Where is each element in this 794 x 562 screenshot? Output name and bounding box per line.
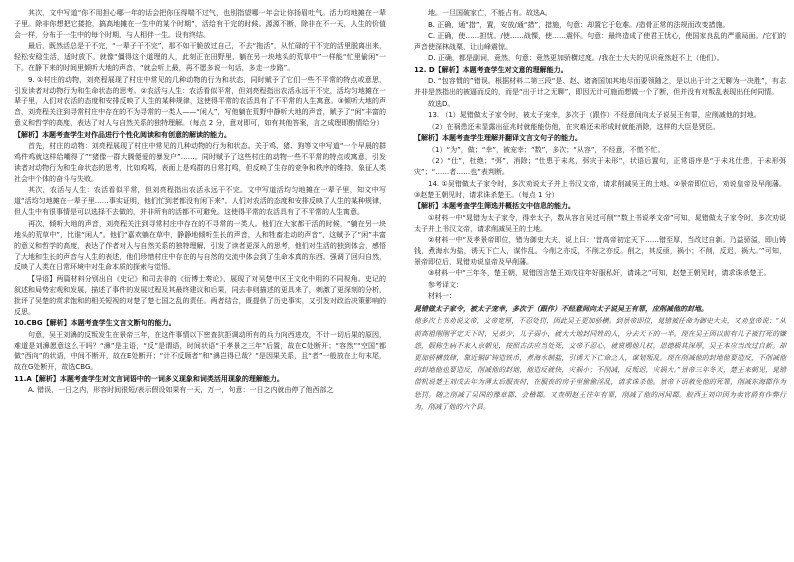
left-paragraph: 【解析】本题考查学生对作品进行个性化阅读和有创意的解读的能力。 <box>14 130 231 139</box>
right-paragraph: 参考译文： <box>428 280 463 289</box>
left-paragraph: 【导语】两篇材料分别出自《史记》和司去非的《衍博士奏论》，展现了对吴楚中区王文化中用的不同视角。史记的叙述和局势宏观和发展，描述了事件的发展过程及其最终建议和后果，同去非则描述的更具来了，刺激了更深刻的分析，批评了吴楚的赏求饱和的相关短视的对楚了楚七国之乱的责任。两者结合，既提供了历史事实，又引发对政治决策影响的反思。 <box>14 274 386 316</box>
right-paragraph: 13. （1）晁错做太子家令时，被太子宠幸，多次于（跟作）不经意间向太子说吴王有罪，应削减他的封地。 <box>428 111 761 120</box>
right-paragraph: D. 正确，都是副词，竟然，句意：竟然更加骄横过度。/我在士大夫的见识竟然赶不上（他们）。 <box>428 54 724 63</box>
left-paragraph: 9. ①村庄的动物，刘亮程展现了村庄中常见的几种动物的行为和状态，同时赋予了它们一些不平常的特点或意思，引发读者对动物行为和生命状态的思考。②农活与人生：农活看似平常，但刘亮程指出农活永远干不完，活均匀地摊在一辈子里，人们对农活的态度和安排反映了人生的某种规律，这使得平常的农活具有了不平常的人生寓意。③倾听大地的声音，刘亮程关注到寻常村庄中存在的不为寻常的一类人——“闲人”，写他躺在荒野中静听大地的声音，赋予了“闲”丰富的意义和哲学的高度，表达了对人与自然关系的独特理解。（每点 2 分，意对即可，如有其他答案，言之成理即酌情给分） <box>14 75 386 128</box>
right-paragraph: 14. ①吴错做太子家令时，多次劝说太子并上书汉文帝，请求削减吴王的土地。②景帝即位后，劝说皇帝及早削藩。③赵楚王朝见时，请求诛杀楚王。（每点 1 分） <box>414 179 786 199</box>
left-paragraph: 其次，文中写道“你不用担心哪一年的话会把你压得喘不过气，也别指望哪一年会让你扬眉吐气。活力均地摊在一辈子里。除非你想把它搂抢，搞高地摊在一生中的某个时期”，活给有干完的时候。源源不断，除非在不一天，人生的价值会一样，分布于一生中的每个时期，与人相伴一生。设有终结。 <box>14 9 386 39</box>
right-paragraph: ③材料一中“三年冬，楚王朝，晁错因言楚王刘戊往年好服私奸，请诛之”可知，赵楚王朝见时，请求诛杀楚王。 <box>428 269 771 278</box>
left-paragraph: 10.CBG【解析】本题考查学生文言文断句的能力。 <box>14 319 176 328</box>
right-paragraph: C. 正确，使……担忧。/使……战慄，使……震怀。句意：最终造成了使君王忧心，使国家良乱的严重局面。/它们的声音使深林战栗，让山峰震惊。 <box>414 32 786 51</box>
right-paragraph: （1）“为”，做；“幸”，被宠幸；“数”，多次；“从容”，不经意，不慌不忙。 <box>428 145 665 154</box>
right-paragraph: B. 正确，通“措”，置，安放/通“措”，措施，句意：却置它于危难。/造骨正常的法规而改变措施。 <box>428 20 730 29</box>
right-paragraph: ①材料一中“晁错为太子家令，得幸太子，数从容言吴过可削”“数上书说孝文帝”可知，晁错做太子家令时，多次劝说太子并上书汉文帝，请求削减吴王的土地。 <box>414 213 786 233</box>
right-paragraph: 材料一： <box>428 292 456 301</box>
right-column <box>414 8 786 414</box>
right-paragraph: （2）“仕”，杜绝；“弭”，消除；“仕患于未兆，弭灾于未形”，状语后置句，正常语序是“于未兆仕患，于未形弭灾”；“……者……也”表判断。 <box>414 157 786 177</box>
left-paragraph: 首先，村庄的动物：刘亮程展现了村庄中常见的几种动物的行为和状态。关于鸡、猪、狗等文中写道“一个早晨的群鸡件鸡就这样给嘲得了”“猪像一群大腾便爱的暴发户”……。同时赋予了这些村庄的动物一些不平常的特点或寓意，引发读者对动物行为和生命状态的思考，比如鸡鸣，表面上是鸡群的日常打鸣，但反映了生存的竞争和秩序的维持，象征人类社会中个体的奋斗与失败。 <box>14 142 386 183</box>
left-paragraph: 其次，农活与人生：农活看似平常，但刘亮程指出农活永远干不完。文中写道活均匀地摊在一辈子里，知文中写道“活均匀地摊在一辈子里……事实证明，他们忙到老都没有闲下来”。人们对农活的态度和安排反映了人生的某种规律，但人生中有很事情是可以选择不去做的，并非所有的活都不可避免。这使得平常的农活具有了不平常的人生寓意。 <box>14 186 386 217</box>
right-paragraph: 【解析】本题考查学生筛选并概括文中信息的能力。 <box>414 202 575 211</box>
left-paragraph: 最后，既然活总是干不完，“一辈子干不完”，那不如干脆放过自己，不去“拖活”，从忙碌的干不完的活里脱离出来，轻松安稳生活，适时放下。就像“僵得这个道理的人，此刻正在田野里，躺在另一块地头的荒草中”一样能“忙里偷闲”一下。在静下来的时间里倾听大地的声音，“就会听上最，再不愿多说一句话，多走一步路”。 <box>14 42 386 73</box>
left-paragraph: 11.A【解析】本题考查学生对文言词语中的一词多义现象和词类活用现象的理解能力。 <box>14 374 284 383</box>
right-paragraph: （2）在祸患还未显露出征兆时就能能仿他，在灾难还未形成时就能消除，这样的大臣是贤臣。 <box>428 122 720 131</box>
right-paragraph: 【解析】本题考查学生理解并翻译文言文句子的能力。 <box>414 134 582 143</box>
right-paragraph: 他多次上书劝说文帝，文帝宽厚，不忍处罚，因此吴王更加骄横。到景帝即位，晁错被任命为御史大夫，又劝皇帝说：“从前高祖刚刚平定天下时，兄弟少，儿子弱小，就大大地封同姓的人，分去天下的一半。现在吴王因以前有儿子被打死的嫌怨，假称生病不来入京朝见，按照古法应当处死，文帝不忍心，就赏赐他几杖，恩德极其深厚，吴王本应当改过自新。却更加骄横放肆，靠近铜矿铸造铁币，煮海水制盐，引诱天下亡命之人，谋划叛乱。现在削减他的封地他要造反，不削减他的封地他也要造反，削减他的封地，他造反就快，灾祸小；不削减，反叛迟，灾祸大。”景帝三年冬天，楚王来朝见，晁错借机说楚王刘戊去年为薄太后服丧时，在服丧的房子里偷偷淫乱，请求诛杀他。景帝下诏赦免他的死罪，削减东海郡作为惩罚。随之削减了吴国的豫章郡、会稽郡。又查明赵王往年有罪，削减了他的河间郡。胶西王刘卬因为卖官爵有作弊行为，削减了他的六个县。 <box>414 317 786 411</box>
left-column <box>14 8 386 397</box>
left-paragraph: 再次，倾听大地的声音，刘亮程关注到寻常村庄中存在的不寻常的一类人。他们在大家都干活的时候，“躺在另一块地头的荒草中”，比谁“闲人”。他们“嘉欢躺在草中，静静地倾听生长的声音，人和牲畜走动的声音”，这赋予了“闲”丰富的意义和哲学的高度，表达了作者对人与自然关系的独特理解，引发了读者更深入的思考，他们对生活的独到体会，感悟了大地和生长的声音与人生的表述，他们珍惜村庄中存在的与自然的交流中体会到了生命本真的东西。强调了回归自然，反映了人类在日常环境中对生命本质的探索与觉悟。 <box>14 219 386 272</box>
right-paragraph: ②材料一中“及孝景帝即位，错为御史大夫，说上曰：‘昔高帝初定天下……错至厚，当改过自新。乃益骄溢，即山铸钱，煮海水为盐，诱天下亡人，谋作乱。今削之亦反，不削之亦反。削之，其反亟，祸小；不削，反迟，祸大。’”可知，景帝即位后，晁错劝说皇帝及早削藩。 <box>414 236 786 266</box>
right-paragraph: 12. D【解析】本题考查学生对文意的理解能力。 <box>414 65 568 74</box>
left-paragraph: 句意，吴王刘濞的反叛发生在景帝三年，在这件事情以下密查抗拒调动所有的兵力向西进攻，不计一切后果的原因，难道是刘濞愿意这么干吗？“濞”是主语，“反”是谓语，时间状语“于孝景之三年”后置，故在C处断开；“容然”“空国”都做“西向”的状语，中间不断开，故在E处断开；“计不反顾者”和“濞岂得已哉？”是因果关系，且“者”一般放在上句末尾，故在G处断开，故选CBG。 <box>14 330 386 372</box>
right-paragraph: D. “包容惯的”错误。根据材料二第三段“是、赵、诸斋国加其地尽而要领随之，是以出于计之无聊为一决胜”，有志并非是然指出的被逼而反的，而是“出于计之无聊”，即因无计可施而想做一个了断，但并没有对叛乱表现出任何同情。 <box>414 77 786 97</box>
right-paragraph: 故选D。 <box>428 99 455 108</box>
right-paragraph: 地。一旦国破家亡，不能占有。故选A。 <box>428 9 552 17</box>
left-paragraph: A. 错误，一日之内，形容时间很短/表示假设如果有一天，万一，句意：一日之内就由停了他西部之 <box>28 386 334 395</box>
right-paragraph: 晁错做太子家令，被太子宠幸，多次于（跟作）不经意间向太子说吴王有罪，应削减他的封地。 <box>414 303 708 313</box>
